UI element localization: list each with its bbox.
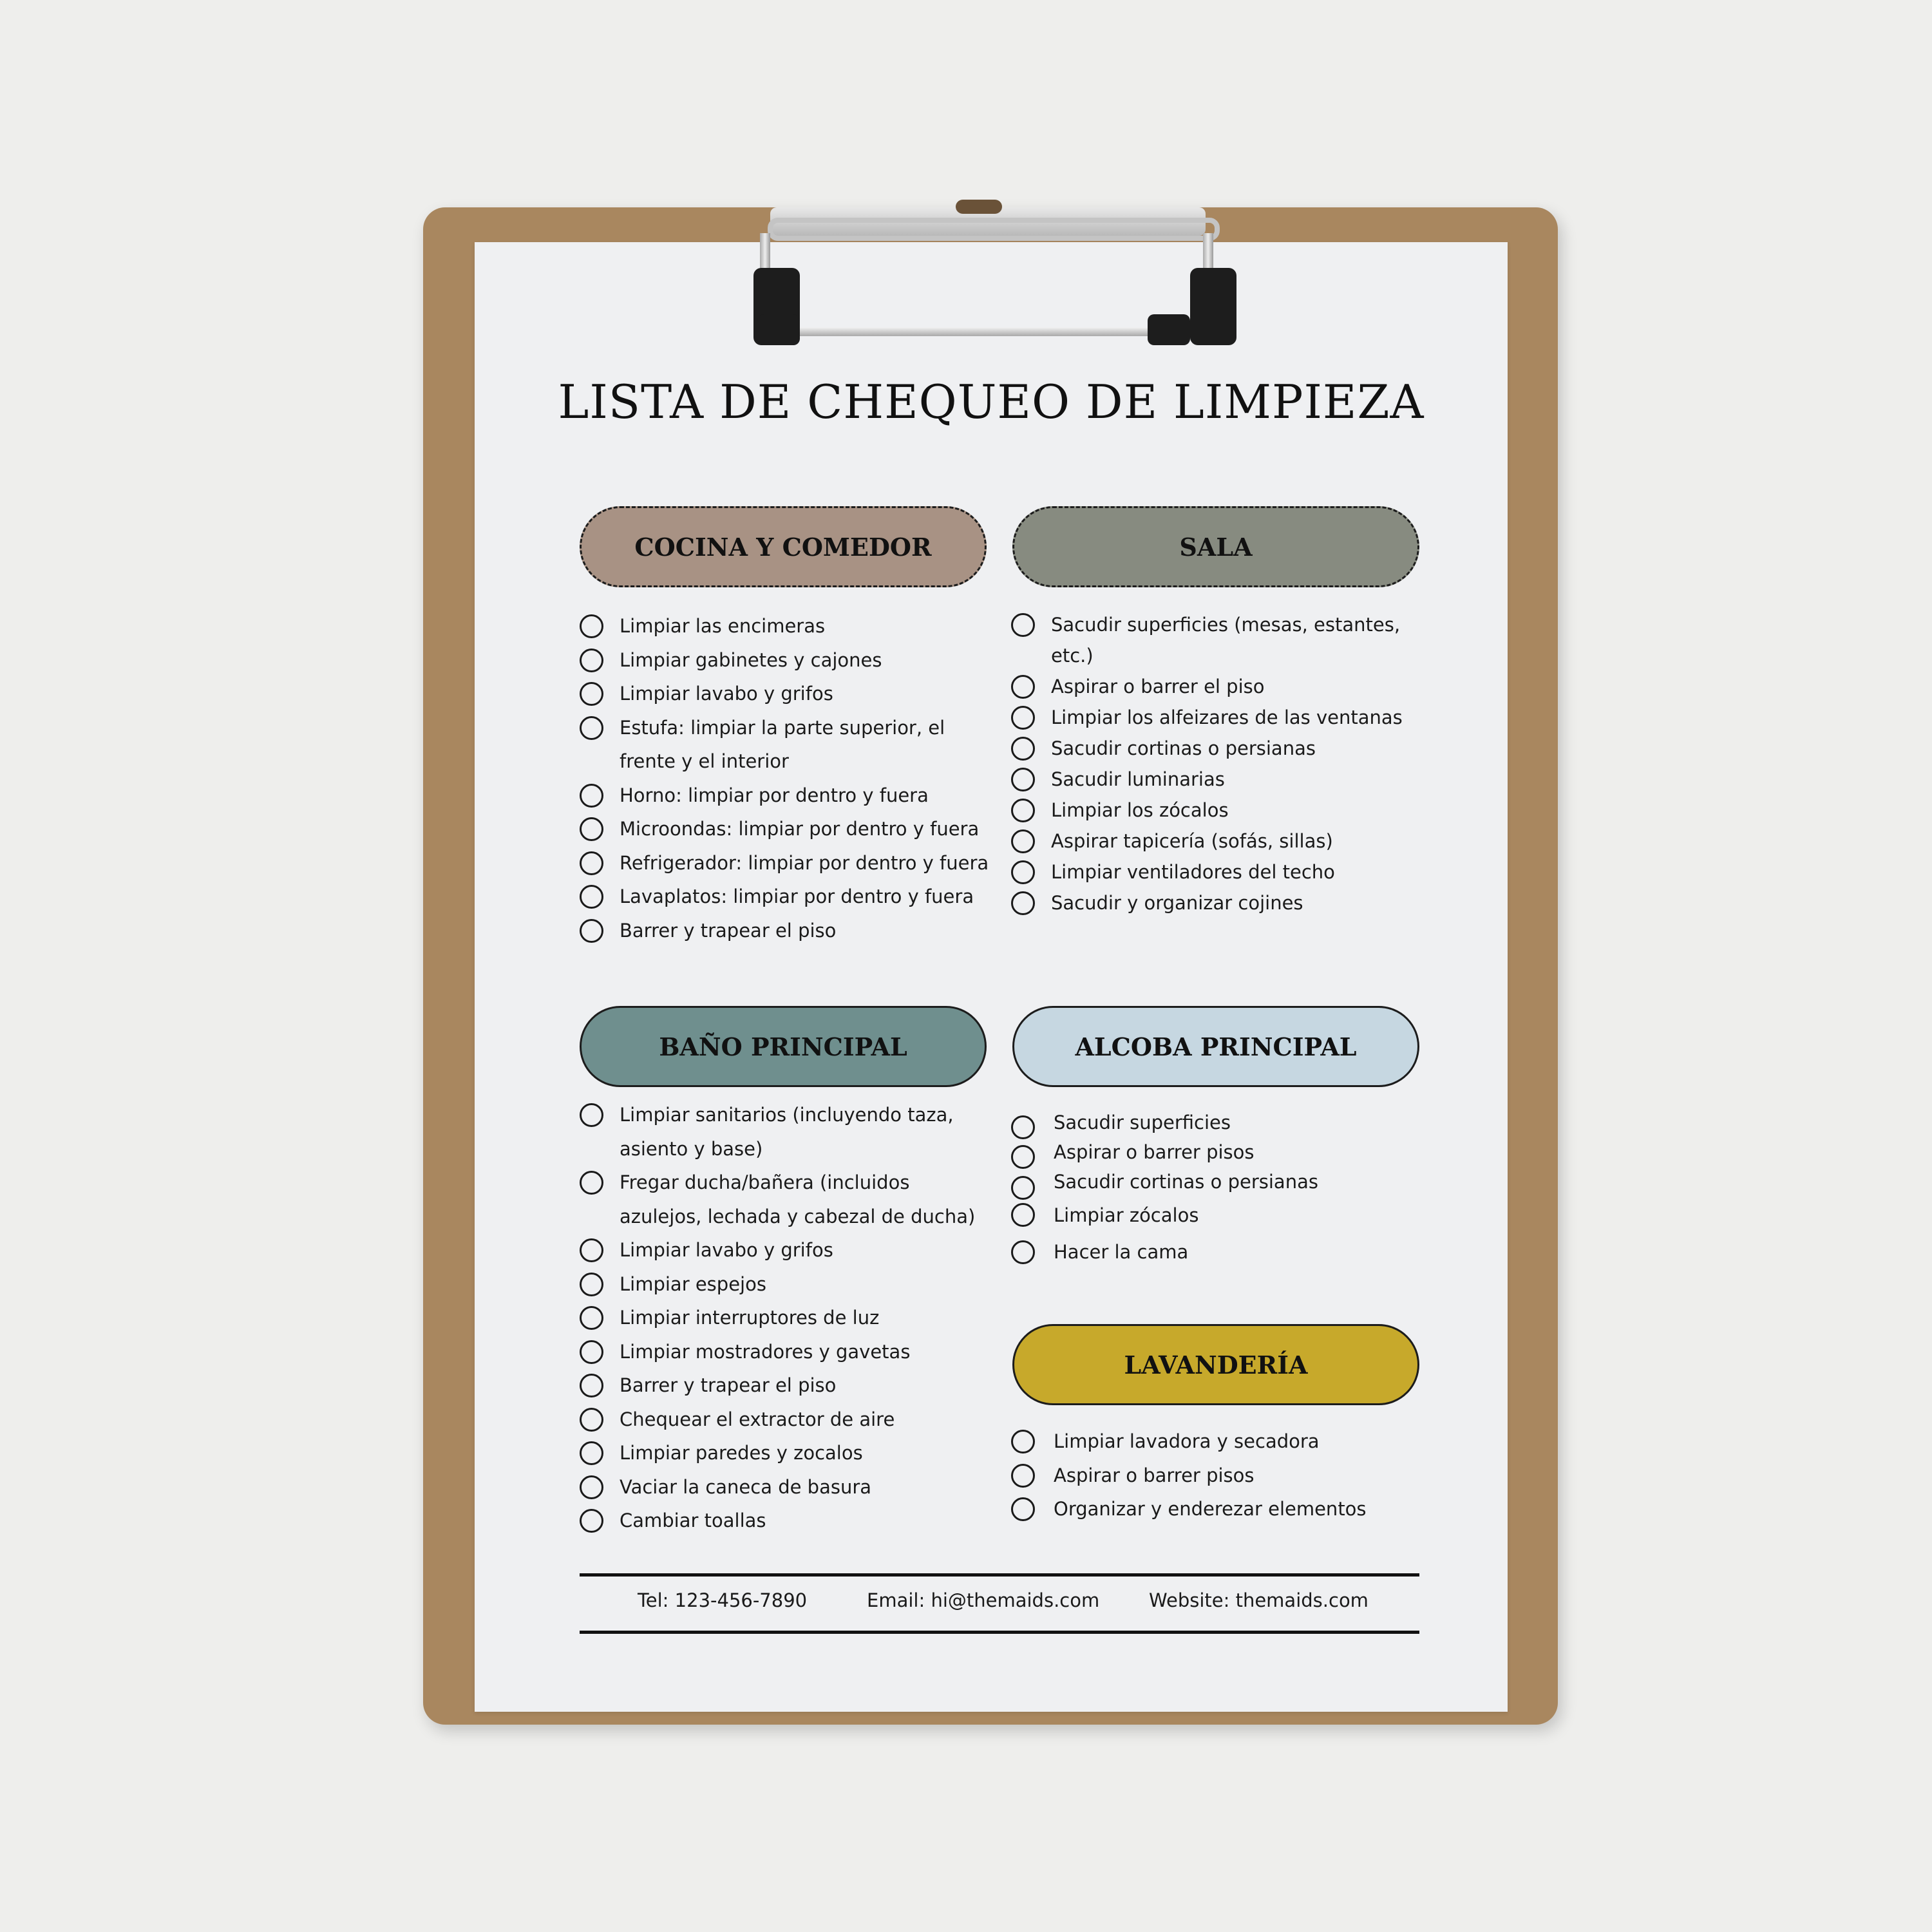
section-heading-alcoba: ALCOBA PRINCIPAL — [1012, 1006, 1419, 1087]
checkbox-circle-icon[interactable] — [1011, 1430, 1035, 1454]
checklist-item[interactable] — [1011, 826, 1423, 857]
checkbox-circle-icon[interactable] — [1011, 613, 1035, 637]
checklist-item[interactable] — [1011, 887, 1423, 918]
checklist-item[interactable] — [580, 1470, 992, 1504]
checklist-item[interactable] — [1011, 1492, 1423, 1526]
checklist-item-label: Cambiar toallas — [620, 1510, 766, 1531]
footer-website: Website: themaids.com — [1149, 1589, 1368, 1611]
clip-foot-right — [1190, 268, 1236, 345]
checkbox-circle-icon[interactable] — [580, 1171, 603, 1195]
checkbox-circle-icon[interactable] — [580, 1374, 603, 1397]
checkbox-circle-icon[interactable] — [1011, 737, 1035, 761]
checklist-item[interactable] — [1011, 1197, 1423, 1234]
checkbox-circle-icon[interactable] — [580, 851, 603, 875]
checklist-item[interactable] — [1011, 1459, 1423, 1493]
checklist-cocina — [580, 609, 992, 947]
checklist-item[interactable] — [1011, 1425, 1423, 1459]
checklist-item[interactable] — [580, 1301, 992, 1335]
footer-email: Email: hi@themaids.com — [867, 1589, 1100, 1611]
section-heading-bano: BAÑO PRINCIPAL — [580, 1006, 987, 1087]
checklist-item-label: Microondas: limpiar por dentro y fuera — [620, 818, 980, 840]
checklist-item-label: Limpiar paredes y zocalos — [620, 1442, 863, 1464]
checklist-item[interactable] — [1011, 733, 1423, 764]
checklist-item-label: Limpiar interruptores de luz — [620, 1307, 880, 1329]
footer-phone: Tel: 123-456-7890 — [638, 1589, 808, 1611]
checkbox-circle-icon[interactable] — [580, 885, 603, 909]
checklist-item[interactable] — [1011, 795, 1423, 826]
footer-rule-top — [580, 1573, 1419, 1577]
checklist-item[interactable] — [1011, 857, 1423, 887]
checkbox-circle-icon[interactable] — [580, 614, 603, 638]
checklist-item[interactable] — [580, 880, 992, 914]
clip-bar — [768, 218, 1220, 241]
checklist-item-label: Hacer la cama — [1054, 1241, 1189, 1263]
checklist-item[interactable] — [580, 779, 992, 813]
checklist-item-label: Sacudir superficies (mesas, estantes, etc.) — [1051, 614, 1401, 667]
checklist-item[interactable] — [580, 1233, 992, 1267]
checklist-item-label: Limpiar las encimeras — [620, 615, 826, 637]
checkbox-circle-icon[interactable] — [1011, 1115, 1035, 1139]
page-title: LISTA DE CHEQUEO DE LIMPIEZA — [558, 375, 1425, 429]
checklist-item-label: Barrer y trapear el piso — [620, 919, 837, 942]
checklist-item-label: Aspirar tapicería (sofás, sillas) — [1051, 830, 1333, 852]
checklist-item-label: Limpiar gabinetes y cajones — [620, 649, 882, 671]
checklist-item[interactable] — [1011, 702, 1423, 733]
checklist-item-label: Aspirar o barrer el piso — [1051, 676, 1265, 697]
checklist-item-label: Sacudir luminarias — [1051, 768, 1225, 790]
checklist-item-label: Barrer y trapear el piso — [620, 1374, 837, 1396]
checkbox-circle-icon[interactable] — [1011, 799, 1035, 822]
checklist-item-label: Sacudir y organizar cojines — [1051, 892, 1303, 914]
checklist-item[interactable] — [1011, 1167, 1423, 1197]
checklist-sala — [1011, 609, 1423, 918]
checklist-item-label: Limpiar espejos — [620, 1273, 766, 1295]
checklist-item-label: Sacudir superficies — [1054, 1112, 1231, 1133]
checklist-item[interactable] — [1011, 609, 1423, 671]
checkbox-circle-icon[interactable] — [580, 1238, 603, 1262]
checklist-item-label: Sacudir cortinas o persianas — [1051, 737, 1316, 759]
clip-foot-left-tip — [757, 314, 800, 345]
checklist-item-label: Limpiar ventiladores del techo — [1051, 861, 1335, 883]
checklist-item[interactable] — [1011, 1108, 1423, 1137]
checkbox-circle-icon[interactable] — [580, 716, 603, 740]
checklist-item[interactable] — [580, 812, 992, 846]
checklist-item-label: Limpiar lavadora y secadora — [1054, 1430, 1320, 1452]
checkbox-circle-icon[interactable] — [580, 1340, 603, 1364]
checklist-item-label: Aspirar o barrer pisos — [1054, 1464, 1255, 1486]
checklist-item-label: Estufa: limpiar la parte superior, el frente y el interior — [620, 716, 945, 772]
checklist-item-label: Refrigerador: limpiar por dentro y fuera — [620, 851, 989, 874]
section-heading-lavanderia: LAVANDERÍA — [1012, 1324, 1419, 1405]
clip-wire — [787, 327, 1168, 336]
checklist-item-label: Limpiar los zócalos — [1051, 799, 1229, 821]
checklist-item[interactable] — [580, 1436, 992, 1470]
checkbox-circle-icon[interactable] — [580, 649, 603, 672]
checklist-alcoba — [1011, 1108, 1423, 1270]
checklist-item-label: Limpiar lavabo y grifos — [620, 1239, 833, 1261]
checklist-item-label: Sacudir cortinas o persianas — [1054, 1171, 1318, 1193]
clip-foot-right-tip — [1148, 314, 1190, 345]
checkbox-circle-icon[interactable] — [1011, 1464, 1035, 1488]
checklist-bano — [580, 1098, 992, 1538]
section-heading-cocina: COCINA Y COMEDOR — [580, 506, 987, 587]
checkbox-circle-icon[interactable] — [1011, 829, 1035, 853]
section-heading-sala: SALA — [1012, 506, 1419, 587]
checklist-item-label: Limpiar los alfeizares de las ventanas — [1051, 706, 1403, 728]
checklist-item-label: Aspirar o barrer pisos — [1054, 1141, 1255, 1163]
checklist-item[interactable] — [580, 1335, 992, 1369]
checklist-item-label: Lavaplatos: limpiar por dentro y fuera — [620, 886, 974, 907]
checkbox-circle-icon[interactable] — [1011, 1497, 1035, 1521]
checklist-item[interactable] — [580, 643, 992, 677]
checkbox-circle-icon[interactable] — [580, 817, 603, 841]
checkbox-circle-icon[interactable] — [580, 1475, 603, 1499]
checkbox-circle-icon[interactable] — [580, 784, 603, 808]
checkbox-circle-icon[interactable] — [580, 682, 603, 706]
checklist-item[interactable] — [1011, 764, 1423, 795]
checklist-item[interactable] — [580, 1098, 992, 1166]
checkbox-circle-icon[interactable] — [580, 1306, 603, 1330]
checklist-item[interactable] — [580, 846, 992, 880]
checklist-item[interactable] — [1011, 1234, 1423, 1270]
checklist-item[interactable] — [580, 1166, 992, 1233]
checklist-item[interactable] — [580, 711, 992, 779]
checkbox-circle-icon[interactable] — [1011, 1145, 1035, 1169]
checkbox-circle-icon[interactable] — [1011, 1240, 1035, 1264]
checklist-item-label: Limpiar sanitarios (incluyendo taza, asiento y base) — [620, 1104, 954, 1160]
checklist-item[interactable] — [1011, 671, 1423, 702]
checklist-item[interactable] — [580, 1368, 992, 1403]
checklist-item-label: Fregar ducha/bañera (incluidos azulejos, lechada y cabezal de ducha) — [620, 1171, 976, 1227]
checkbox-circle-icon[interactable] — [1011, 860, 1035, 884]
checklist-item[interactable] — [580, 1403, 992, 1437]
checkbox-circle-icon[interactable] — [580, 1509, 603, 1533]
checklist-item-label: Vaciar la caneca de basura — [620, 1475, 872, 1498]
checkbox-circle-icon[interactable] — [1011, 768, 1035, 791]
checkbox-circle-icon[interactable] — [580, 919, 603, 943]
checklist-item[interactable] — [580, 914, 992, 948]
checklist-item-label: Horno: limpiar por dentro y fuera — [620, 784, 929, 806]
checkbox-circle-icon[interactable] — [1011, 891, 1035, 915]
checklist-item-label: Limpiar mostradores y gavetas — [620, 1340, 911, 1363]
checkbox-circle-icon[interactable] — [1011, 706, 1035, 730]
checklist-item-label: Chequear el extractor de aire — [620, 1408, 895, 1430]
checkbox-circle-icon[interactable] — [580, 1273, 603, 1296]
checkbox-circle-icon[interactable] — [580, 1103, 603, 1127]
clip-rivet — [956, 200, 1002, 214]
checkbox-circle-icon[interactable] — [580, 1408, 603, 1432]
checklist-item-label: Limpiar lavabo y grifos — [620, 683, 833, 705]
checklist-item[interactable] — [580, 1267, 992, 1302]
checkbox-circle-icon[interactable] — [1011, 1203, 1035, 1227]
checklist-item[interactable] — [580, 1504, 992, 1538]
checklist-item-label: Organizar y enderezar elementos — [1054, 1498, 1367, 1520]
checkbox-circle-icon[interactable] — [580, 1441, 603, 1465]
checklist-item[interactable] — [1011, 1137, 1423, 1167]
checklist-item[interactable] — [580, 677, 992, 711]
checkbox-circle-icon[interactable] — [1011, 675, 1035, 699]
checklist-item[interactable] — [580, 609, 992, 643]
footer-rule-bottom — [580, 1631, 1419, 1634]
checklist-lavanderia — [1011, 1425, 1423, 1526]
checklist-item-label: Limpiar zócalos — [1054, 1204, 1199, 1226]
